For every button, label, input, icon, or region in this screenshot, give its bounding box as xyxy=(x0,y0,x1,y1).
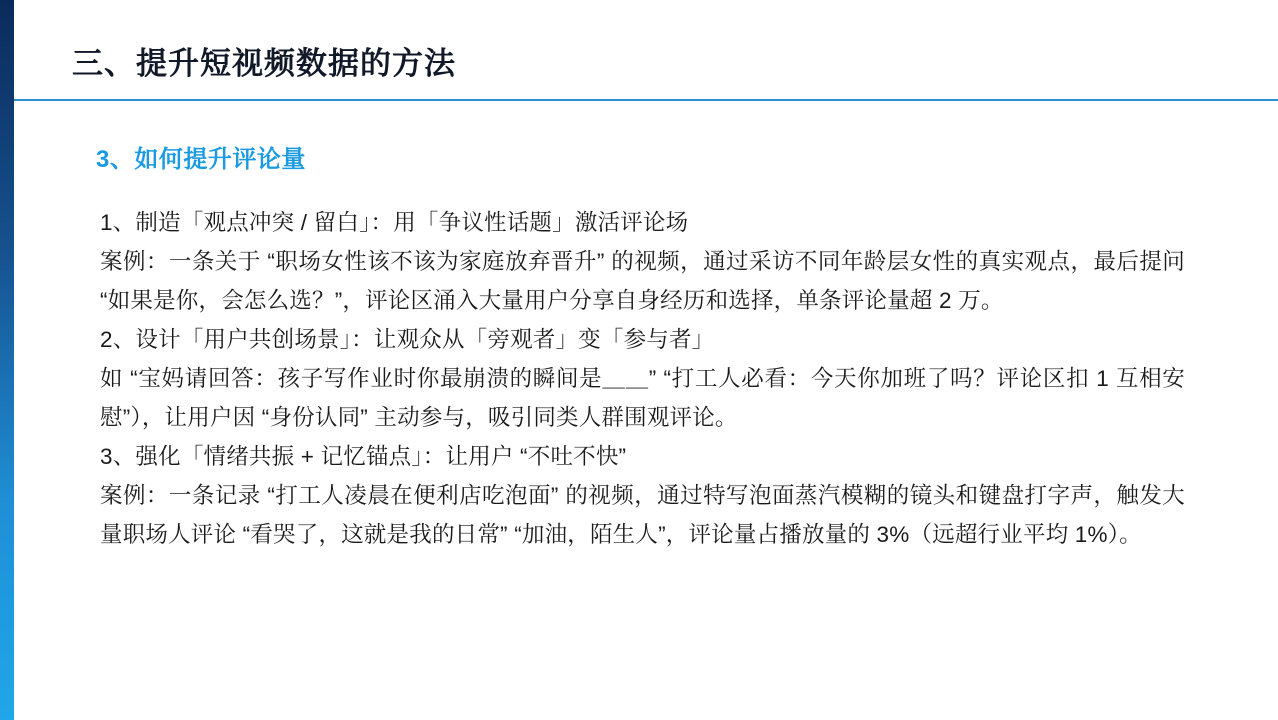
body-paragraph: 1、制造「观点冲突 / 留白」：用「争议性话题」激活评论场 xyxy=(100,210,689,235)
body-paragraph: 3、强化「情绪共振 + 记忆锚点」：让用户 “不吐不快” xyxy=(100,444,627,469)
body-paragraph: 案例：一条记录 “打工人凌晨在便利店吃泡面” 的视频，通过特写泡面蒸汽模糊的镜头和键盘打字声，触发大量职场人评论 “看哭了，这就是我的日常” “加油，陌生人”，评论量占播放量的 3%（远超行业平均 1%）。 xyxy=(100,483,1185,547)
left-accent-bar xyxy=(0,0,14,720)
body-paragraph: 案例：一条关于 “职场女性该不该为家庭放弃晋升” 的视频，通过采访不同年龄层女性的真实观点，最后提问 “如果是你，会怎么选？”，评论区涌入大量用户分享自身经历和选择，单条评论量超 2 万。 xyxy=(100,249,1185,313)
title-divider xyxy=(14,99,1278,101)
section-subheading: 3、如何提升评论量 xyxy=(96,146,306,173)
body-content xyxy=(100,203,1185,554)
body-paragraph: 如 “宝妈请回答：孩子写作业时你最崩溃的瞬间是＿＿” “打工人必看：今天你加班了吗？评论区扣 1 互相安慰”），让用户因 “身份认同” 主动参与，吸引同类人群围观评论。 xyxy=(100,366,1185,430)
body-paragraph: 2、设计「用户共创场景」：让观众从「旁观者」变「参与者」 xyxy=(100,327,715,352)
page-title: 三、提升短视频数据的方法 xyxy=(72,46,456,81)
